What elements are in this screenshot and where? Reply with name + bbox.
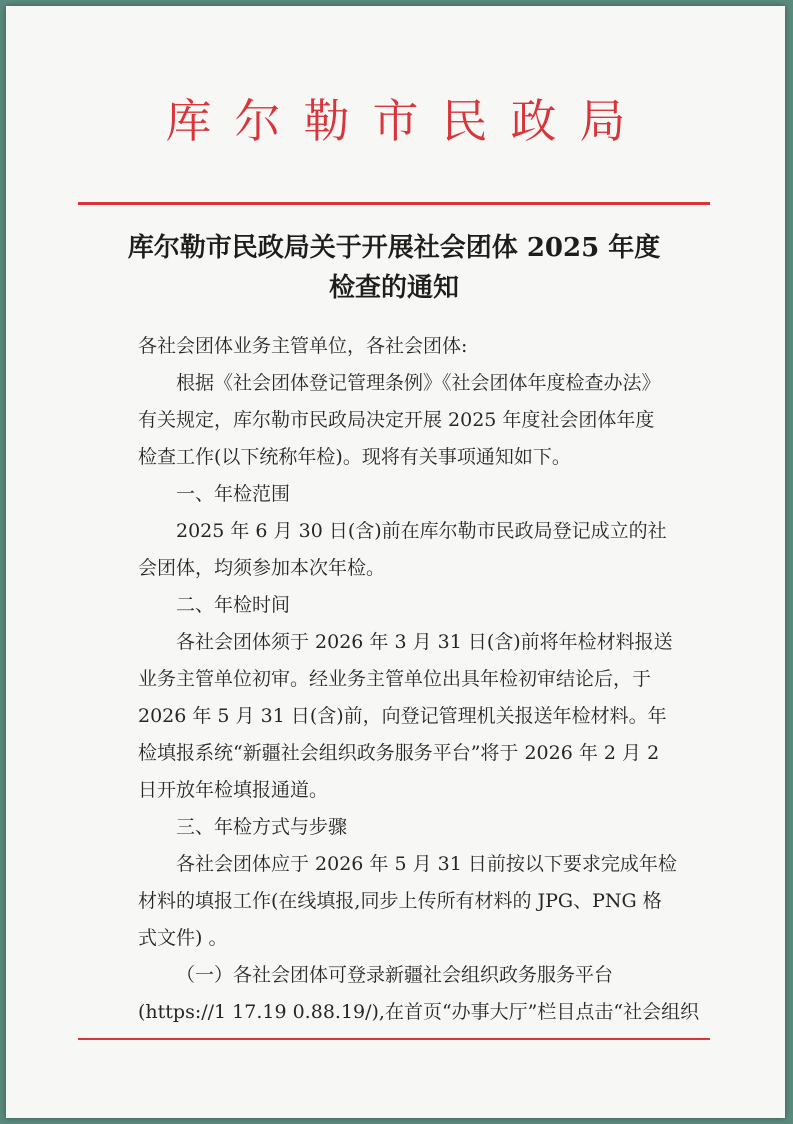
- body-line: 2025 年 6 月 30 日(含)前在库尔勒市民政局登记成立的社: [176, 520, 667, 542]
- body-line-url: (https://1 17.19 0.88.19/),在首页“办事大厅”栏目点击“社会组织: [138, 1001, 700, 1023]
- body-line: 检填报系统“新疆社会组织政务服务平台”将于 2026 年 2 月 2: [138, 742, 660, 764]
- body-line: 各社会团体应于 2026 年 5 月 31 日前按以下要求完成年检: [176, 853, 677, 875]
- body-line: 日开放年检填报通道。: [138, 779, 329, 801]
- footer-divider: [78, 1038, 710, 1040]
- body-line: 业务主管单位初审。经业务主管单位出具年检初审结论后，于: [138, 668, 652, 690]
- notice-body: [138, 328, 698, 1031]
- section-heading-scope: 一、年检范围: [176, 483, 291, 505]
- body-line: 各社会团体须于 2026 年 3 月 31 日(含)前将年检材料报送: [176, 631, 673, 653]
- title-line-1: 库尔勒市民政局关于开展社会团体 2025 年度: [127, 233, 661, 263]
- agency-letterhead: 库尔勒市民政局: [165, 94, 649, 148]
- sub-item-1: （一）各社会团体可登录新疆社会组织政务服务平台: [176, 964, 614, 986]
- title-line-2: 检查的通知: [328, 273, 459, 303]
- body-line: 式文件) 。: [138, 927, 228, 949]
- body-line: 有关规定，库尔勒市民政局决定开展 2025 年度社会团体年度: [138, 409, 655, 431]
- notice-title: [78, 228, 710, 308]
- letterhead-divider: [78, 202, 710, 205]
- body-line: 根据《社会团体登记管理条例》《社会团体年度检查办法》: [176, 372, 661, 394]
- section-heading-method: 三、年检方式与步骤: [176, 816, 348, 838]
- salutation: 各社会团体业务主管单位，各社会团体:: [138, 335, 468, 357]
- body-line: 会团体，均须参加本次年检。: [138, 557, 386, 579]
- document-page: [6, 6, 785, 1118]
- body-line: 2026 年 5 月 31 日(含)前，向登记管理机关报送年检材料。年: [138, 705, 667, 727]
- section-heading-time: 二、年检时间: [176, 594, 291, 616]
- body-line: 材料的填报工作(在线填报,同步上传所有材料的 JPG、PNG 格: [138, 890, 662, 912]
- body-line: 检查工作(以下统称年检)。现将有关事项通知如下。: [138, 446, 571, 468]
